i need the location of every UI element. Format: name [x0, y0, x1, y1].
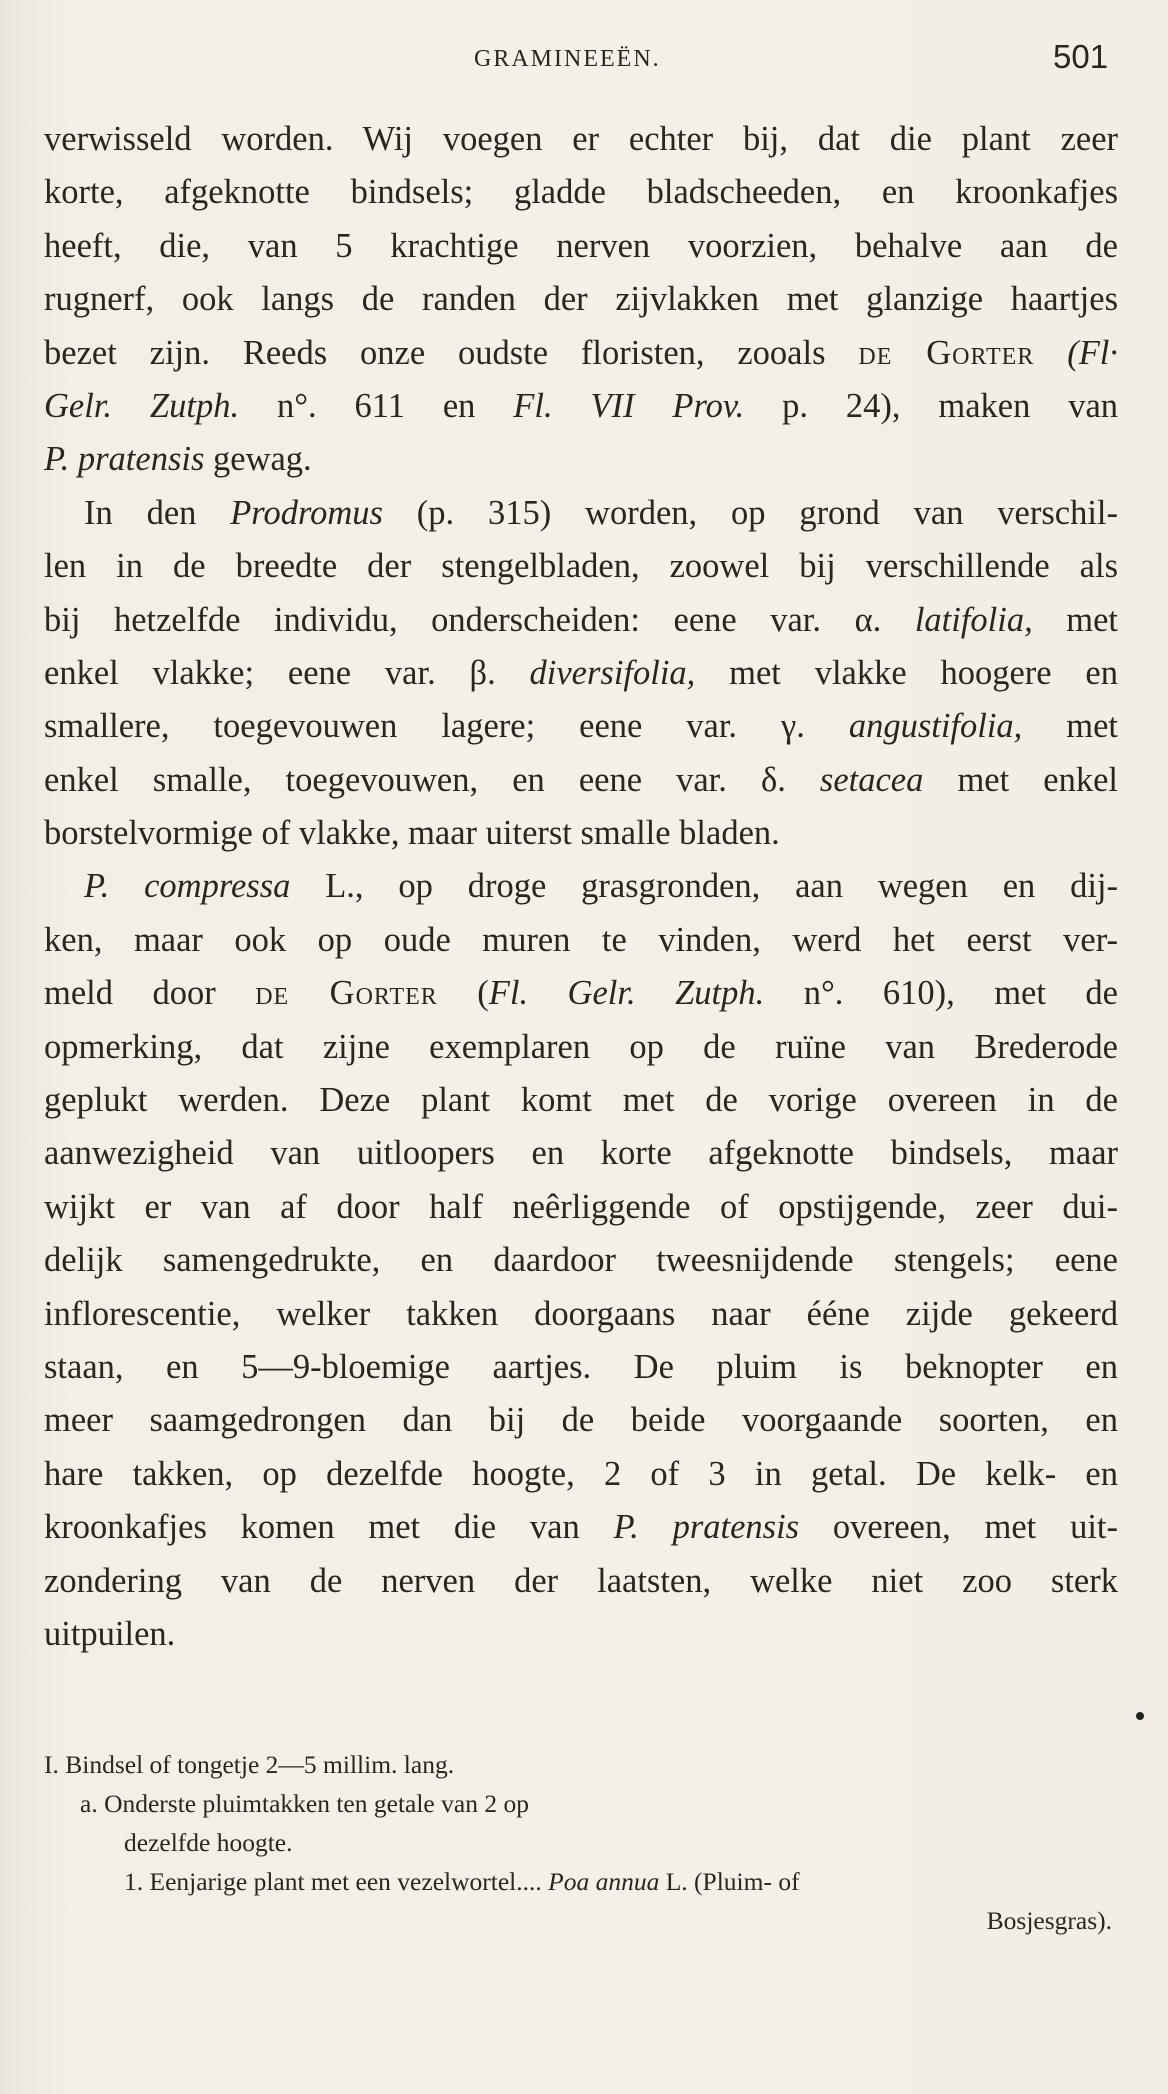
paragraph-3	[44, 860, 1118, 1661]
text-run: bezet zijn. Reeds onze oudste floristen, zooals	[44, 333, 859, 372]
text-run: met enkel	[923, 760, 1118, 799]
text-line	[44, 1501, 1118, 1554]
text-line	[44, 860, 1118, 913]
text-line	[44, 700, 1118, 753]
body-text	[44, 113, 1118, 1661]
text-run: n°. 610), met de	[764, 974, 1118, 1013]
text-run: bij hetzelfde individu, onderscheiden: eene var. α.	[44, 600, 915, 639]
paragraph-2	[44, 487, 1118, 861]
text-run: enkel smalle, toegevouwen, en eene var. δ.	[44, 760, 820, 799]
page-number: 501	[1053, 38, 1109, 75]
text-run: met	[1022, 707, 1118, 746]
paragraph-1	[44, 113, 1118, 487]
variety-name: latifolia,	[914, 600, 1033, 639]
text-line	[44, 327, 1118, 380]
key-entry	[44, 1862, 1124, 1901]
text-run: L. (Pluim- of	[659, 1867, 800, 1896]
text-run: gewag.	[204, 440, 312, 479]
text-line: uitpuilen.	[44, 1614, 176, 1653]
citation-title: Prodromus	[230, 493, 383, 532]
text-line: inflorescentie, welker takken doorgaans naar ééne zijde gekeerd	[44, 1294, 1118, 1333]
text-line: geplukt werden. Deze plant komt met de vorige overeen in de	[44, 1081, 1118, 1120]
text-run: In den	[84, 493, 231, 532]
variety-name: angustifolia,	[848, 707, 1023, 746]
text-line	[44, 967, 1118, 1020]
species-name: P. pratensis	[44, 440, 205, 479]
text-run: met	[1032, 600, 1119, 639]
text-line	[44, 754, 1118, 807]
text-run: L., op droge grasgronden, aan wegen en dij-	[290, 867, 1119, 906]
author-name: de Gorter	[858, 333, 1035, 372]
text-line	[44, 487, 1118, 540]
species-name: P. pratensis	[613, 1508, 800, 1547]
variety-name: diversifolia,	[529, 653, 696, 692]
text-line: hare takken, op dezelfde hoogte, 2 of 3 in getal. De kelk- en	[44, 1454, 1118, 1493]
text-line	[44, 647, 1118, 700]
text-line: verwisseld worden. Wij voegen er echter bij, dat die plant zeer	[44, 120, 1118, 158]
text-line: meer saamgedrongen dan bij de beide voorgaande soorten, en	[44, 1401, 1118, 1440]
text-line: aanwezigheid van uitloopers en korte afgeknotte bindsels, maar	[44, 1134, 1118, 1173]
text-run: p. 24), maken van	[744, 386, 1119, 425]
key-entry: Bosjesgras).	[986, 1906, 1112, 1935]
text-line	[44, 433, 1118, 486]
text-line	[44, 380, 1118, 433]
citation-title: Gelr. Zutph.	[44, 386, 240, 425]
key-entry: a. Onderste pluimtakken ten getale van 2 op	[80, 1789, 529, 1818]
species-name: P. compressa	[84, 867, 291, 906]
text-line	[44, 594, 1118, 647]
text-run: (Fl·	[1034, 333, 1118, 372]
text-run: met vlakke hoogere en	[695, 653, 1118, 692]
page-header	[0, 38, 1168, 88]
text-line: opmerking, dat zijne exemplaren op de ruïne van Brederode	[44, 1027, 1118, 1066]
author-name: de Gorter	[255, 974, 438, 1013]
text-line: delijk samengedrukte, en daardoor tweesnijdende stengels; eene	[44, 1241, 1118, 1280]
text-run: 1. Eenjarige plant met een vezelwortel....	[124, 1867, 549, 1896]
text-line: ken, maar ook op oude muren te vinden, werd het eerst ver-	[44, 920, 1118, 959]
text-line: zondering van de nerven der laatsten, welke niet zoo sterk	[44, 1561, 1118, 1600]
variety-name: setacea	[819, 760, 924, 799]
identification-key	[44, 1745, 1124, 1940]
text-line: heeft, die, van 5 krachtige nerven voorzien, behalve aan de	[44, 226, 1118, 265]
key-entry: I. Bindsel of tongetje 2—5 millim. lang.	[44, 1750, 455, 1779]
text-line: rugnerf, ook langs de randen der zijvlakken met glanzige haartjes	[44, 280, 1118, 319]
text-run: smallere, toegevouwen lagere; eene var. γ.	[44, 707, 849, 746]
text-run: (p. 315) worden, op grond van verschil-	[382, 493, 1118, 532]
species-name: Poa annua	[548, 1867, 660, 1896]
text-run: enkel vlakke; eene var. β.	[44, 653, 530, 692]
text-run: meld door	[44, 974, 256, 1013]
running-head: GRAMINEEËN.	[474, 46, 661, 72]
citation-title: Fl. Gelr. Zutph.	[488, 974, 765, 1013]
text-line: staan, en 5—9-bloemige aartjes. De pluim is beknopter en	[44, 1347, 1118, 1386]
citation-title: Fl. VII Prov.	[513, 386, 745, 425]
text-line: korte, afgeknotte bindsels; gladde bladscheeden, en kroonkafjes	[44, 173, 1118, 212]
text-run: n°. 611 en	[239, 386, 514, 425]
key-entry: dezelfde hoogte.	[124, 1828, 293, 1857]
text-line: len in de breedte der stengelbladen, zoowel bij verschillende als	[44, 547, 1118, 586]
text-run: kroonkafjes komen met die van	[44, 1508, 614, 1547]
text-line: wijkt er van af door half neêrliggende of opstijgende, zeer dui-	[44, 1187, 1118, 1226]
text-line: borstelvormige of vlakke, maar uiterst smalle bladen.	[44, 814, 780, 853]
text-run: (	[437, 974, 489, 1013]
text-run: overeen, met uit-	[799, 1508, 1118, 1547]
bullet-mark	[1136, 1712, 1144, 1720]
